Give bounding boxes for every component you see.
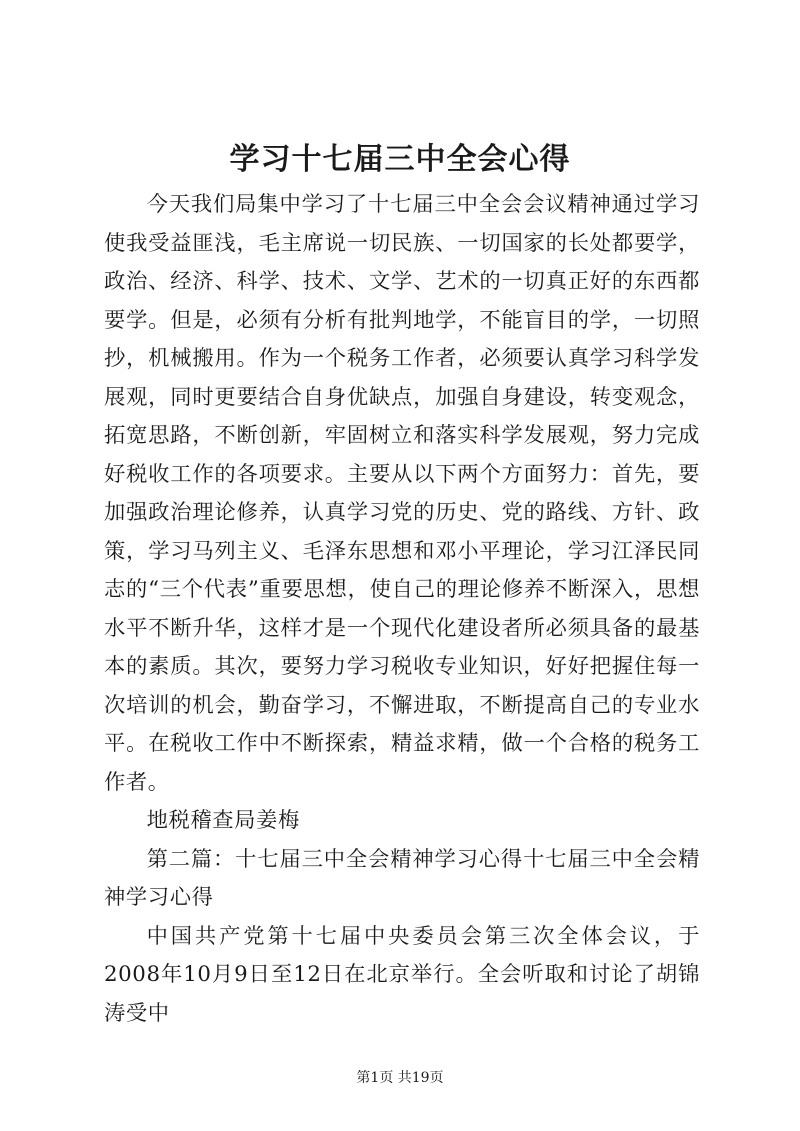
paragraph-main: 今天我们局集中学习了十七届三中全会会议精神通过学习使我受益匪浅，毛主席说一切民族、一切国家的长处都要学，政治、经济、科学、技术、文学、艺术的一切真正好的东西都要学。但是，必须有分析有批判地学，不能盲目的学，一切照抄，机械搬用。作为一个税务工作者，必须要认真学习科学发展观，同时更要结合自身优缺点，加强自身建设，转变观念，拓宽思路，不断创新，牢固树立和落实科学发展观，努力完成好税收工作的各项要求。主要从以下两个方面努力：首先，要加强政治理论修养，认真学习党的历史、党的路线、方针、政策，学习马列主义、毛泽东思想和邓小平理论，学习江泽民同志的“三个代表”重要思想，使自己的理论修养不断深入，思想水平不断升华，这样才是一个现代化建设者所必须具备的最基本的素质。其次，要努力学习税收专业知识，好好把握住每一次培训的机会，勤奋学习，不懈进取，不断提高自己的专业水平。在税收工作中不断探索，精益求精，做一个合格的税务工作者。 bbox=[104, 192, 700, 795]
document-title: 学习十七届三中全会心得 bbox=[229, 142, 571, 177]
paragraph-signature: 地税稽查局姜梅 bbox=[146, 808, 300, 833]
paragraph-chapter-heading: 第二篇：十七届三中全会精神学习心得十七届三中全会精神学习心得 bbox=[104, 846, 700, 910]
paragraph-intro: 中国共产党第十七届中央委员会第三次全体会议，于2008年10月9日至12日在北京举行。全会听取和讨论了胡锦涛受中 bbox=[104, 923, 700, 1026]
page-footer: 第1页 共19页 bbox=[356, 1070, 444, 1086]
document-body bbox=[104, 186, 700, 1033]
